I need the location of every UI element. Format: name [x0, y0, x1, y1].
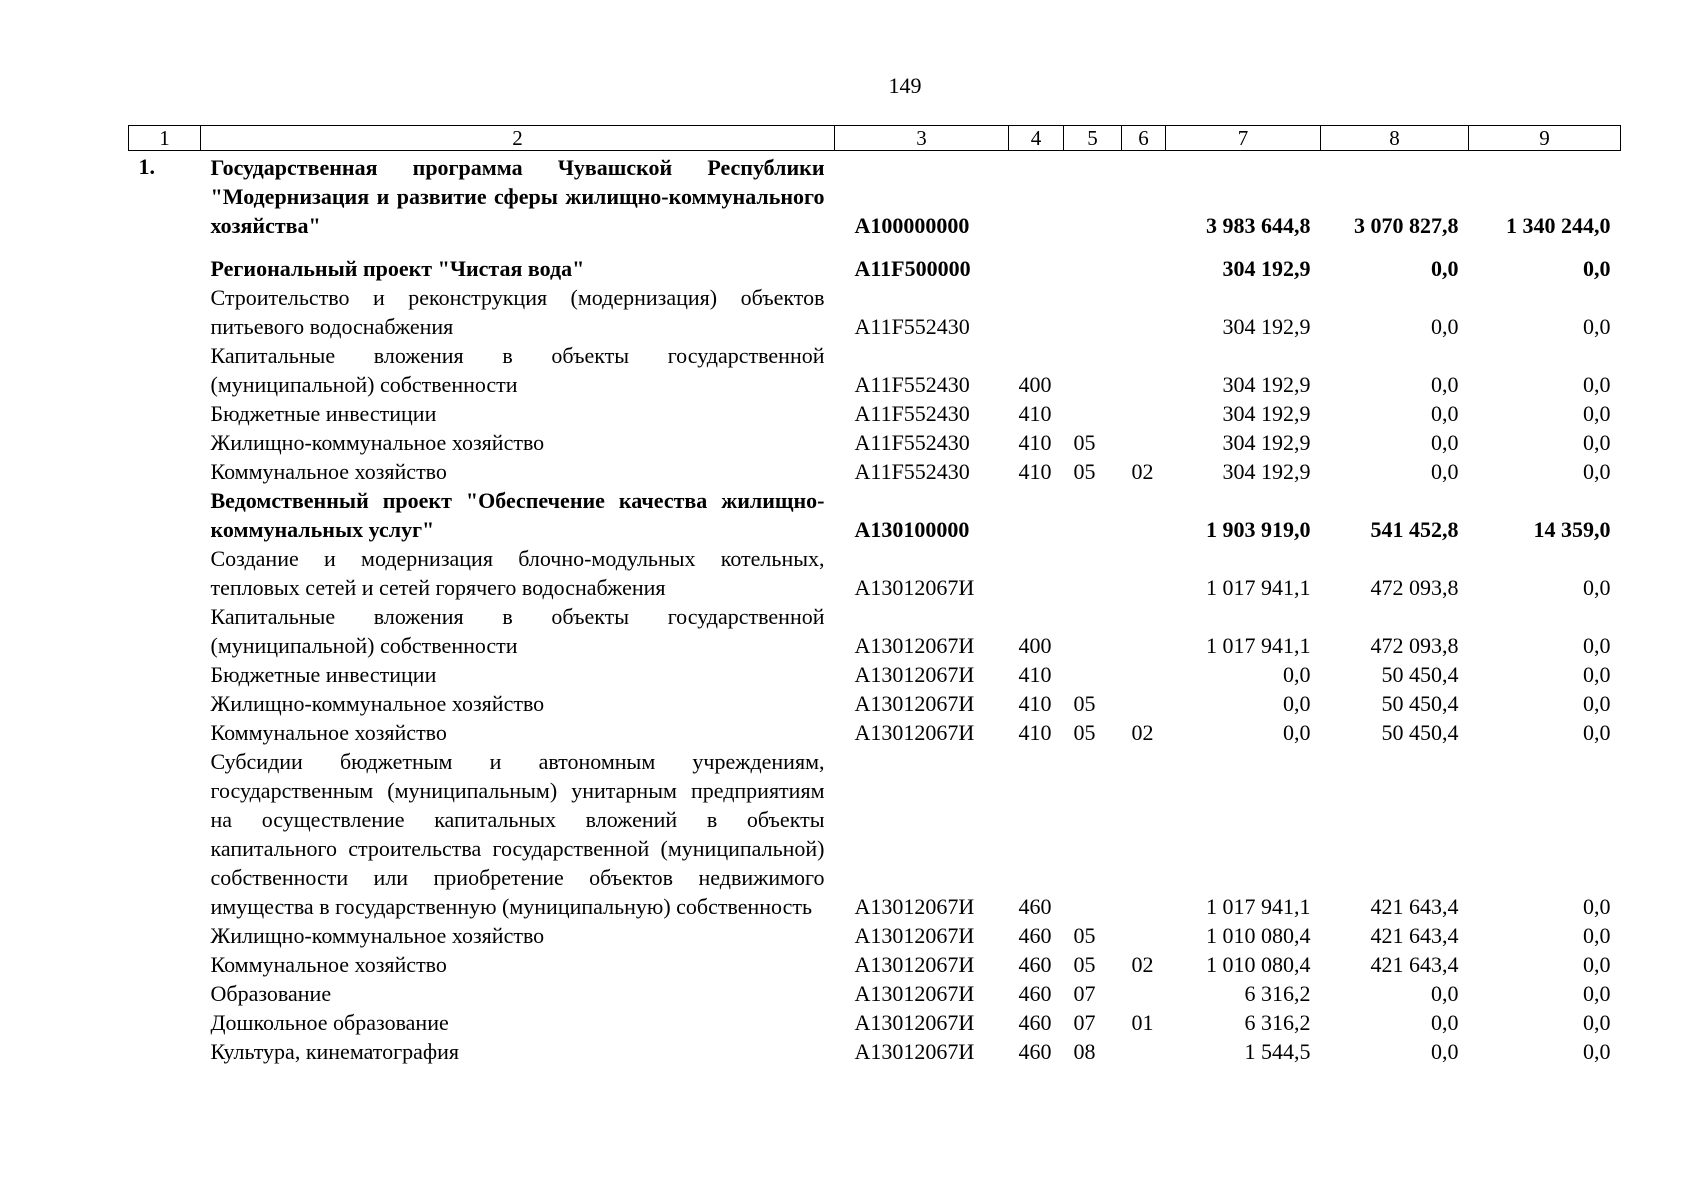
row-number: [129, 921, 201, 950]
row-type-code: 400: [1018, 372, 1052, 397]
row-number: [129, 544, 201, 602]
table-row: [129, 283, 1621, 341]
table-row: [129, 151, 1621, 255]
row-name: Строительство и реконструкция (модернизация) объектов питьевого водоснабжения: [210, 285, 825, 339]
row-amount-8: 541 452,8: [1370, 517, 1459, 542]
row-section: [1064, 254, 1122, 283]
row-number: [129, 979, 201, 1008]
table-header: [129, 126, 1621, 151]
row-name: Капитальные вложения в объекты государственной (муниципальной) собственности: [210, 343, 825, 397]
header-cell-3: 3: [835, 126, 1009, 151]
row-amount-8: 0,0: [1431, 430, 1459, 455]
row-amount-8: 50 450,4: [1381, 691, 1459, 716]
page-number: 149: [888, 73, 922, 98]
table-row: [129, 341, 1621, 399]
row-name: Создание и модернизация блочно-модульных котельных, тепловых сетей и сетей горячего водоснабжения: [210, 546, 825, 600]
row-amount-9: 0,0: [1583, 459, 1611, 484]
row-section: [1064, 660, 1122, 689]
row-name: Региональный проект "Чистая вода": [210, 256, 585, 281]
row-section: [1064, 341, 1122, 399]
row-amount-8: 0,0: [1431, 981, 1459, 1006]
table-row: [129, 1008, 1621, 1037]
row-amount-7: 1 544,5: [1244, 1039, 1311, 1064]
row-code: А13012067И: [854, 952, 975, 977]
row-amount-7: 6 316,2: [1244, 981, 1311, 1006]
header-cell-2: 2: [201, 126, 835, 151]
row-section: 05: [1073, 952, 1096, 977]
row-code: А13012067И: [854, 923, 975, 948]
row-section: 05: [1073, 691, 1096, 716]
row-amount-7: 3 983 644,8: [1206, 213, 1311, 238]
row-amount-7: 1 010 080,4: [1206, 952, 1311, 977]
row-amount-9: 0,0: [1583, 952, 1611, 977]
row-number: [129, 718, 201, 747]
row-code: А11F552430: [854, 401, 970, 426]
row-type-code: [1009, 544, 1064, 602]
row-name: Коммунальное хозяйство: [210, 459, 447, 484]
row-number: [129, 689, 201, 718]
row-type-code: 460: [1018, 923, 1052, 948]
row-name: Государственная программа Чувашской Республики "Модернизация и развитие сферы жилищно-коммунального хозяйства": [210, 155, 825, 238]
row-code: А13012067И: [854, 1039, 975, 1064]
row-amount-9: 0,0: [1583, 256, 1611, 281]
table-body: [129, 151, 1621, 1067]
row-amount-8: 50 450,4: [1381, 662, 1459, 687]
row-amount-8: 421 643,4: [1370, 894, 1459, 919]
table-row: [129, 602, 1621, 660]
row-name: Бюджетные инвестиции: [210, 401, 437, 426]
row-number: 1.: [138, 154, 155, 179]
row-code: А100000000: [854, 213, 970, 238]
row-subsection: 02: [1131, 459, 1154, 484]
row-amount-9: 1 340 244,0: [1506, 213, 1611, 238]
row-amount-8: 0,0: [1431, 1039, 1459, 1064]
row-number: [129, 486, 201, 544]
row-amount-8: 0,0: [1431, 372, 1459, 397]
row-amount-7: 6 316,2: [1244, 1010, 1311, 1035]
row-subsection: [1122, 399, 1166, 428]
row-type-code: 410: [1018, 401, 1052, 426]
row-amount-7: 0,0: [1283, 691, 1311, 716]
row-type-code: [1009, 151, 1064, 255]
row-section: 08: [1073, 1039, 1096, 1064]
header-cell-4: 4: [1009, 126, 1064, 151]
row-subsection: [1122, 689, 1166, 718]
row-amount-9: 0,0: [1583, 372, 1611, 397]
row-subsection: [1122, 254, 1166, 283]
row-amount-9: 0,0: [1583, 923, 1611, 948]
row-number: [129, 341, 201, 399]
row-code: А13012067И: [854, 981, 975, 1006]
row-subsection: [1122, 151, 1166, 255]
row-type-code: 460: [1018, 1039, 1052, 1064]
table-row: [129, 979, 1621, 1008]
row-amount-9: 0,0: [1583, 401, 1611, 426]
row-number: [129, 950, 201, 979]
row-name: Образование: [210, 981, 332, 1006]
row-type-code: 460: [1018, 1010, 1052, 1035]
row-type-code: 460: [1018, 894, 1052, 919]
row-subsection: [1122, 660, 1166, 689]
row-section: [1064, 283, 1122, 341]
row-amount-8: 421 643,4: [1370, 923, 1459, 948]
header-cell-5: 5: [1064, 126, 1122, 151]
row-subsection: [1122, 979, 1166, 1008]
row-number: [129, 457, 201, 486]
row-subsection: 02: [1131, 952, 1154, 977]
row-section: [1064, 602, 1122, 660]
row-amount-7: 1 903 919,0: [1206, 517, 1311, 542]
row-section: 05: [1073, 720, 1096, 745]
row-amount-8: 0,0: [1431, 314, 1459, 339]
table-row: [129, 689, 1621, 718]
row-section: [1064, 151, 1122, 255]
row-amount-8: 0,0: [1431, 256, 1459, 281]
row-name: Коммунальное хозяйство: [210, 952, 447, 977]
row-section: 07: [1073, 1010, 1096, 1035]
row-code: А13012067И: [854, 575, 975, 600]
row-number: [129, 1008, 201, 1037]
row-number: [129, 747, 201, 921]
row-amount-9: 0,0: [1583, 1039, 1611, 1064]
row-number: [129, 660, 201, 689]
row-type-code: [1009, 486, 1064, 544]
table-row: [129, 1037, 1621, 1066]
row-amount-9: 0,0: [1583, 662, 1611, 687]
row-code: А11F552430: [854, 372, 970, 397]
row-name: Жилищно-коммунальное хозяйство: [210, 691, 545, 716]
row-amount-9: 0,0: [1583, 981, 1611, 1006]
row-amount-7: 0,0: [1283, 720, 1311, 745]
row-number: [129, 283, 201, 341]
row-type-code: 460: [1018, 981, 1052, 1006]
row-amount-7: 304 192,9: [1222, 256, 1311, 281]
header-cell-9: 9: [1469, 126, 1621, 151]
row-name: Жилищно-коммунальное хозяйство: [210, 430, 545, 455]
row-type-code: 410: [1018, 662, 1052, 687]
row-amount-8: 0,0: [1431, 459, 1459, 484]
table-row: [129, 950, 1621, 979]
row-code: А13012067И: [854, 662, 975, 687]
row-type-code: 410: [1018, 691, 1052, 716]
row-section: [1064, 747, 1122, 921]
row-amount-7: 1 017 941,1: [1206, 575, 1311, 600]
table-row: [129, 718, 1621, 747]
row-amount-8: 3 070 827,8: [1354, 213, 1459, 238]
row-section: [1064, 399, 1122, 428]
row-subsection: [1122, 283, 1166, 341]
header-cell-1: 1: [129, 126, 201, 151]
row-type-code: 410: [1018, 459, 1052, 484]
table-row: [129, 921, 1621, 950]
row-subsection: 01: [1131, 1010, 1154, 1035]
row-section: 07: [1073, 981, 1096, 1006]
row-name: Культура, кинематография: [210, 1039, 460, 1064]
row-subsection: [1122, 341, 1166, 399]
row-type-code: 410: [1018, 720, 1052, 745]
row-name: Субсидии бюджетным и автономным учреждениям, государственным (муниципальным) унитарным предприятиям на осуществление капитальных вложений в объекты капитального строительства государственной (муниципальной) собственности или приобретение объектов недвижимого имущества в государственную (муниципальную) собственность: [210, 749, 825, 919]
row-type-code: [1009, 283, 1064, 341]
table-row: [129, 486, 1621, 544]
row-amount-9: 0,0: [1583, 575, 1611, 600]
row-subsection: [1122, 747, 1166, 921]
row-type-code: 460: [1018, 952, 1052, 977]
header-cell-7: 7: [1166, 126, 1321, 151]
row-code: А13012067И: [854, 894, 975, 919]
row-amount-8: 0,0: [1431, 1010, 1459, 1035]
row-subsection: [1122, 602, 1166, 660]
row-subsection: [1122, 1037, 1166, 1066]
row-code: А13012067И: [854, 691, 975, 716]
row-code: А11F552430: [854, 459, 970, 484]
row-name: Дошкольное образование: [210, 1010, 449, 1035]
budget-table: [128, 125, 1621, 1066]
row-type-code: [1009, 254, 1064, 283]
row-amount-9: 0,0: [1583, 633, 1611, 658]
row-amount-8: 50 450,4: [1381, 720, 1459, 745]
row-amount-7: 304 192,9: [1222, 314, 1311, 339]
row-subsection: 02: [1131, 720, 1154, 745]
row-number: [129, 399, 201, 428]
row-amount-9: 0,0: [1583, 691, 1611, 716]
row-amount-7: 304 192,9: [1222, 459, 1311, 484]
row-amount-7: 1 017 941,1: [1206, 633, 1311, 658]
row-amount-9: 0,0: [1583, 1010, 1611, 1035]
row-subsection: [1122, 428, 1166, 457]
row-amount-8: 472 093,8: [1370, 575, 1459, 600]
row-section: 05: [1073, 923, 1096, 948]
row-amount-7: 304 192,9: [1222, 430, 1311, 455]
row-number: [129, 1037, 201, 1066]
row-type-code: 400: [1018, 633, 1052, 658]
row-amount-7: 0,0: [1283, 662, 1311, 687]
row-type-code: 410: [1018, 430, 1052, 455]
table-row: [129, 254, 1621, 283]
row-number: [129, 254, 201, 283]
row-amount-8: 0,0: [1431, 401, 1459, 426]
header-cell-8: 8: [1321, 126, 1469, 151]
row-code: А13012067И: [854, 1010, 975, 1035]
row-amount-7: 304 192,9: [1222, 372, 1311, 397]
table-row: [129, 428, 1621, 457]
row-amount-8: 421 643,4: [1370, 952, 1459, 977]
row-number: [129, 428, 201, 457]
row-amount-9: 14 359,0: [1533, 517, 1611, 542]
table-row: [129, 544, 1621, 602]
row-amount-9: 0,0: [1583, 720, 1611, 745]
row-amount-8: 472 093,8: [1370, 633, 1459, 658]
row-code: А11F500000: [854, 256, 971, 281]
row-code: А11F552430: [854, 430, 970, 455]
row-code: А11F552430: [854, 314, 970, 339]
row-section: 05: [1073, 430, 1096, 455]
row-subsection: [1122, 921, 1166, 950]
row-name: Бюджетные инвестиции: [210, 662, 437, 687]
row-name: Жилищно-коммунальное хозяйство: [210, 923, 545, 948]
row-name: Ведомственный проект "Обеспечение качества жилищно-коммунальных услуг": [210, 488, 825, 542]
table-row: [129, 399, 1621, 428]
row-amount-7: 1 010 080,4: [1206, 923, 1311, 948]
table-row: [129, 747, 1621, 921]
row-amount-7: 304 192,9: [1222, 401, 1311, 426]
row-code: А130100000: [854, 517, 970, 542]
row-subsection: [1122, 486, 1166, 544]
row-section: [1064, 544, 1122, 602]
row-subsection: [1122, 544, 1166, 602]
row-amount-9: 0,0: [1583, 430, 1611, 455]
row-code: А13012067И: [854, 633, 975, 658]
row-amount-9: 0,0: [1583, 894, 1611, 919]
row-number: [129, 602, 201, 660]
row-name: Капитальные вложения в объекты государственной (муниципальной) собственности: [210, 604, 825, 658]
row-name: Коммунальное хозяйство: [210, 720, 447, 745]
row-amount-9: 0,0: [1583, 314, 1611, 339]
table-row: [129, 660, 1621, 689]
header-cell-6: 6: [1122, 126, 1166, 151]
row-section: [1064, 486, 1122, 544]
header-row: [129, 126, 1621, 151]
row-amount-7: 1 017 941,1: [1206, 894, 1311, 919]
row-section: 05: [1073, 459, 1096, 484]
row-code: А13012067И: [854, 720, 975, 745]
table-row: [129, 457, 1621, 486]
